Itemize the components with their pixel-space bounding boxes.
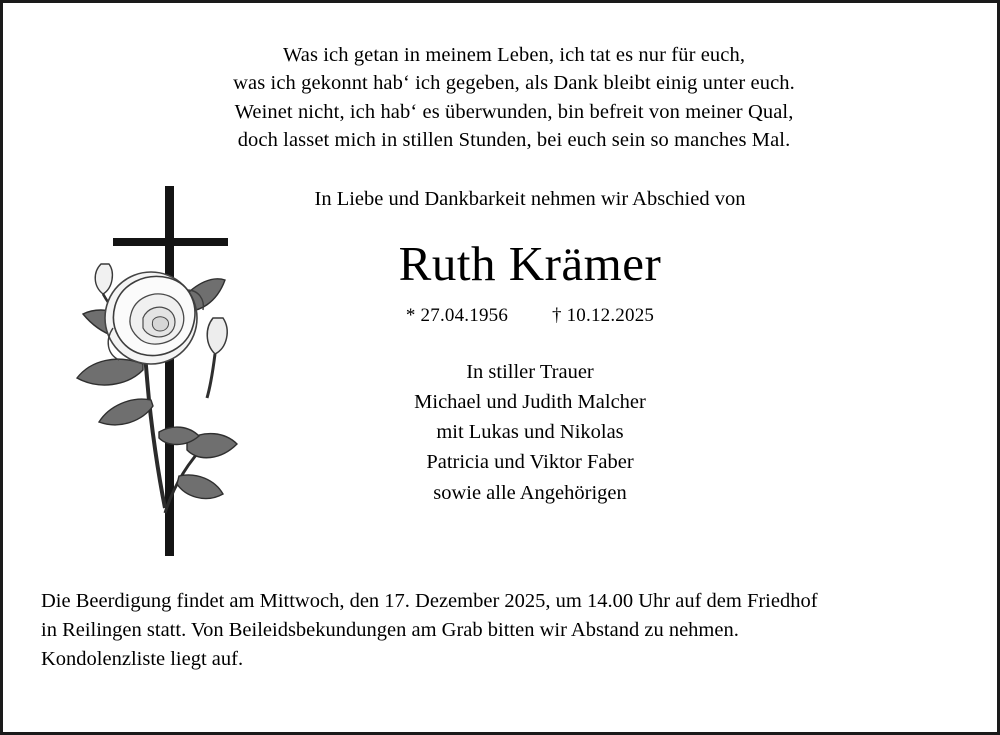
- obituary-content: [3, 3, 997, 732]
- deceased-name: Ruth Krämer: [398, 236, 662, 292]
- death-date: 10.12.2025: [566, 305, 655, 327]
- mourner-line: mit Lukas und Nikolas: [436, 421, 624, 444]
- death-symbol: †: [551, 305, 562, 327]
- verse-line: was ich gekonnt hab‘ ich gegeben, als Dank bleibt einig unter euch.: [233, 72, 795, 95]
- intro-text: In Liebe und Dankbarkeit nehmen wir Abschied von: [314, 188, 746, 211]
- cross-with-rose-icon: [47, 178, 277, 578]
- verse-line: doch lasset mich in stillen Stunden, bei euch sein so manches Mal.: [237, 128, 791, 151]
- verse-line: Weinet nicht, ich hab‘ es überwunden, bin befreit von meiner Qual,: [234, 100, 794, 123]
- mourner-line: Patricia und Viktor Faber: [426, 451, 634, 474]
- funeral-details: [41, 587, 963, 674]
- mourner-line: In stiller Trauer: [466, 361, 594, 384]
- memorial-verse: [37, 41, 963, 154]
- footer-line: Kondolenzliste liegt auf.: [41, 647, 244, 670]
- footer-line: Die Beerdigung findet am Mittwoch, den 17. Dezember 2025, um 14.00 Uhr auf dem Friedhof: [41, 589, 818, 612]
- birth-date: 27.04.1956: [420, 305, 509, 327]
- birth-symbol: *: [405, 305, 416, 327]
- mourner-line: Michael und Judith Malcher: [414, 391, 646, 414]
- main-block: [37, 188, 963, 568]
- verse-line: Was ich getan in meinem Leben, ich tat es nur für euch,: [282, 44, 746, 66]
- footer-line: in Reilingen statt. Von Beileidsbekundungen am Grab bitten wir Abstand zu nehmen.: [41, 618, 739, 641]
- mourner-line: sowie alle Angehörigen: [433, 481, 627, 504]
